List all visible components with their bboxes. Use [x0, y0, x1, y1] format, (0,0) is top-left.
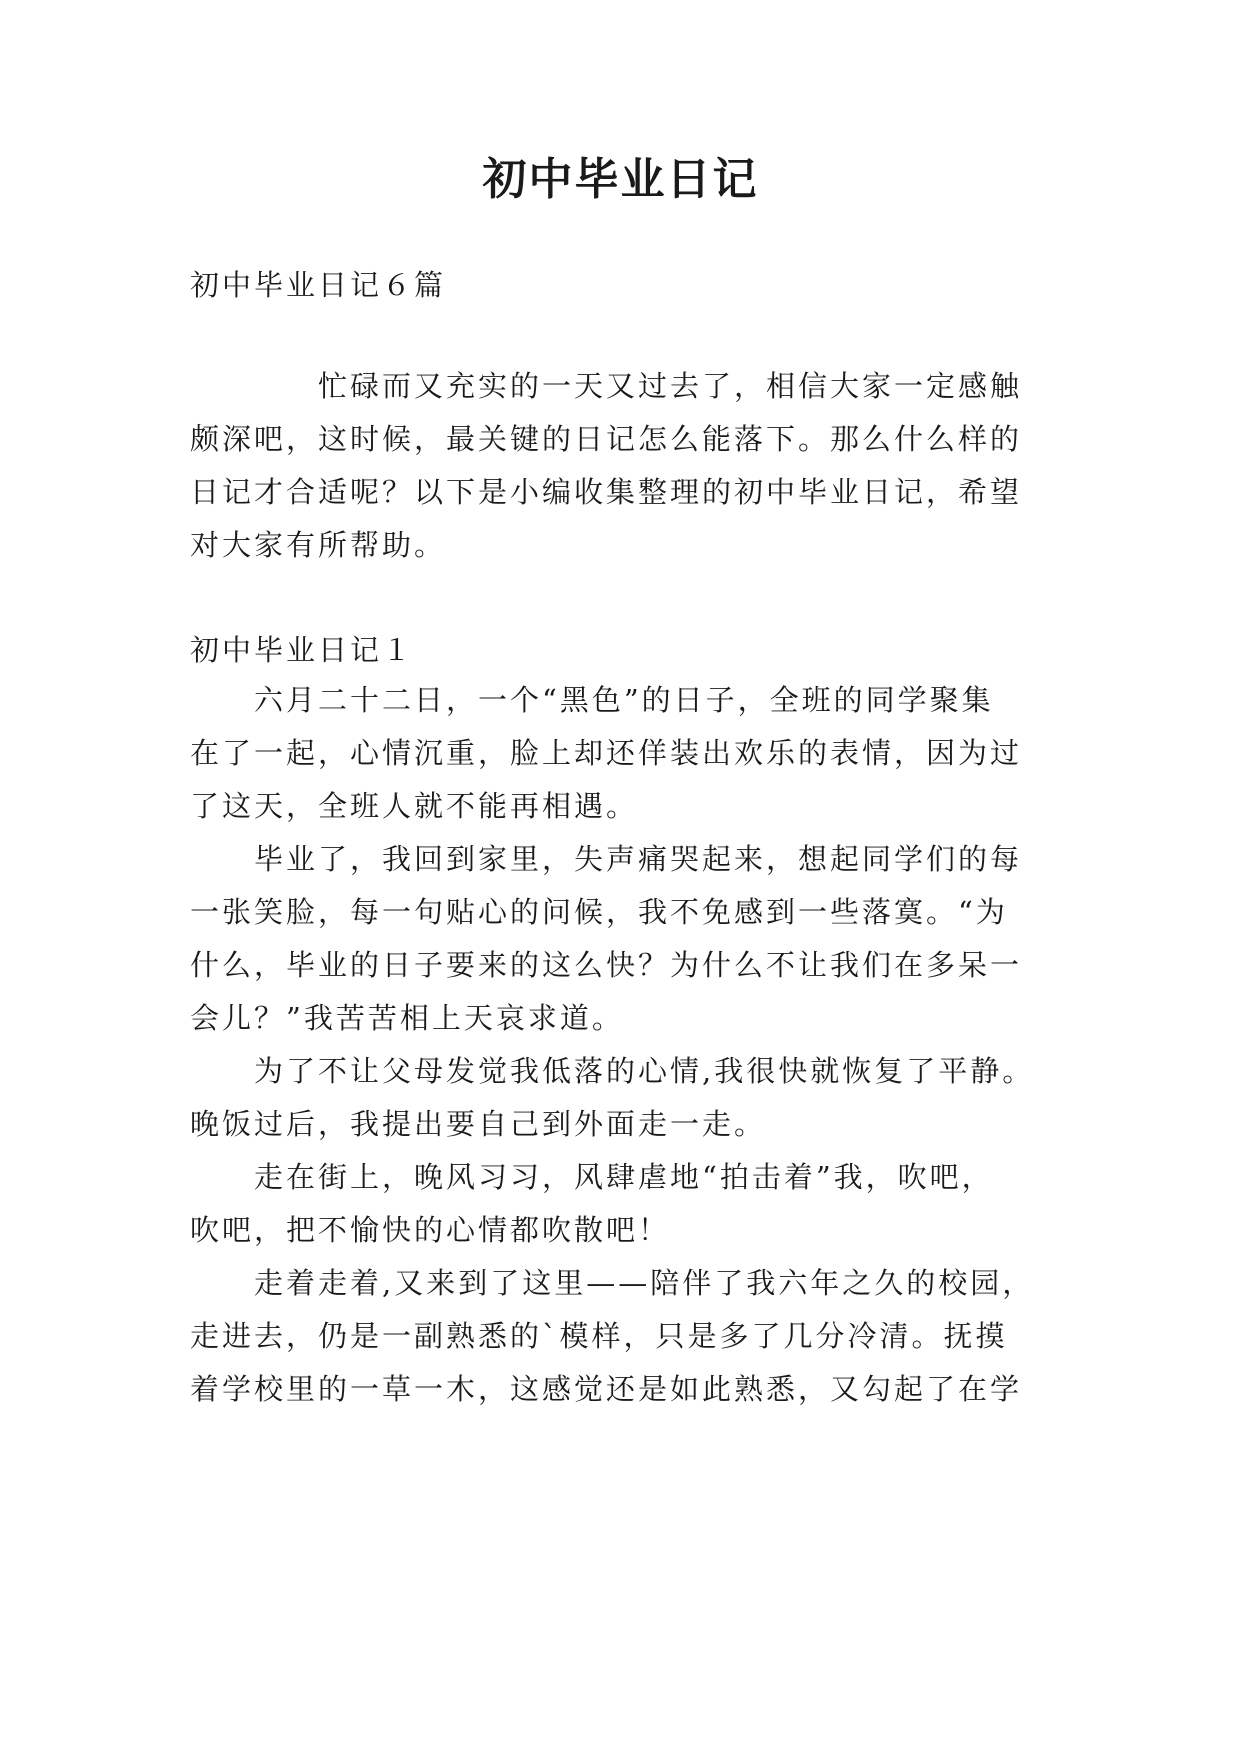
body-line: 六月二十二日，一个“黑色”的日子，全班的同学聚集 — [190, 683, 994, 717]
intro-line: 日记才合适呢？以下是小编收集整理的初中毕业日记，希望 — [190, 475, 1023, 509]
section-heading: 初中毕业日记１ — [190, 633, 415, 667]
body-line: 会儿？”我苦苦相上天哀求道。 — [190, 1001, 624, 1035]
body-line: 什么，毕业的日子要来的这么快？为什么不让我们在多呆一 — [190, 948, 1023, 982]
body-line: 为了不让父母发觉我低落的心情,我很快就恢复了平静。 — [190, 1054, 1035, 1088]
intro-line: 对大家有所帮助。 — [190, 528, 447, 562]
intro-line: 忙碌而又充实的一天又过去了，相信大家一定感触 — [190, 369, 1023, 403]
body-line: 着学校里的一草一木，这感觉还是如此熟悉，又勾起了在学 — [190, 1372, 1023, 1406]
body-line: 一张笑脸，每一句贴心的问候，我不免感到一些落寞。“为 — [190, 895, 1008, 929]
body-line: 毕业了，我回到家里，失声痛哭起来，想起同学们的每 — [190, 842, 1023, 876]
document-title: 初中毕业日记 — [482, 154, 759, 205]
body-line: 晚饭过后，我提出要自己到外面走一走。 — [190, 1107, 767, 1141]
body-line: 了这天，全班人就不能再相遇。 — [190, 789, 639, 823]
body-line: 走着走着,又来到了这里——陪伴了我六年之久的校园， — [190, 1266, 1035, 1300]
document-subtitle: 初中毕业日记６篇 — [190, 268, 447, 302]
body-line: 吹吧，把不愉快的心情都吹散吧！ — [190, 1213, 671, 1247]
body-line: 在了一起，心情沉重，脸上却还佯装出欢乐的表情，因为过 — [190, 736, 1023, 770]
body-line: 走在街上，晚风习习，风肆虐地“拍击着”我，吹吧， — [190, 1160, 994, 1194]
intro-line: 颇深吧，这时候，最关键的日记怎么能落下。那么什么样的 — [190, 422, 1023, 456]
body-line: 走进去，仍是一副熟悉的`模样，只是多了几分冷清。抚摸 — [190, 1319, 1008, 1353]
